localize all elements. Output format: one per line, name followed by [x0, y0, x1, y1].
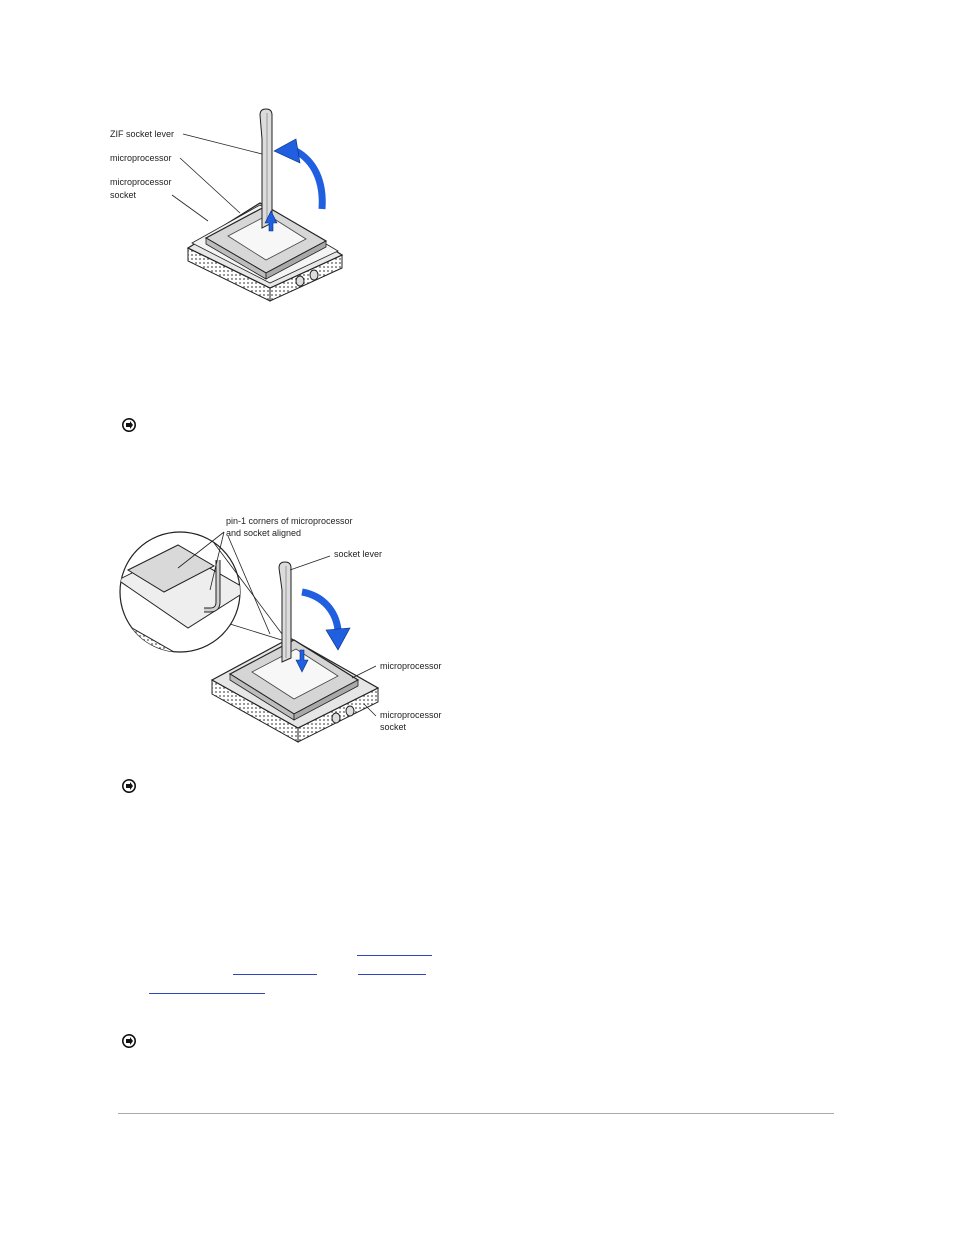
link-underline-1[interactable] — [357, 955, 432, 956]
figure-zif-socket-removal — [110, 105, 360, 310]
label-microprocessor-2: microprocessor — [380, 661, 442, 671]
label-microprocessor-socket-2b: socket — [380, 722, 407, 732]
notice-icon — [122, 779, 136, 793]
label-pin1-corners-1: pin-1 corners of microprocessor — [226, 516, 353, 526]
zif-lever-shape — [260, 109, 272, 228]
label-socket-lever: socket lever — [334, 549, 383, 559]
label-zif-socket-lever: ZIF socket lever — [110, 129, 175, 139]
label-microprocessor: microprocessor — [110, 153, 172, 163]
link-underline-4[interactable] — [149, 993, 265, 994]
notice-icon — [122, 1034, 136, 1048]
label-microprocessor-socket-2a: microprocessor — [380, 710, 442, 720]
link-underline-3[interactable] — [358, 974, 426, 975]
lever-down-arrow — [302, 592, 350, 650]
label-microprocessor-socket-2: socket — [110, 190, 137, 200]
figure-processor-installation — [118, 510, 448, 745]
label-microprocessor-socket-1: microprocessor — [110, 177, 172, 187]
link-underline-2[interactable] — [233, 974, 317, 975]
socket-illustration-2 — [212, 638, 378, 742]
notice-icon — [122, 418, 136, 432]
lever-arrow — [274, 139, 322, 209]
horizontal-rule — [118, 1113, 834, 1114]
label-pin1-corners-2: and socket aligned — [226, 528, 302, 538]
